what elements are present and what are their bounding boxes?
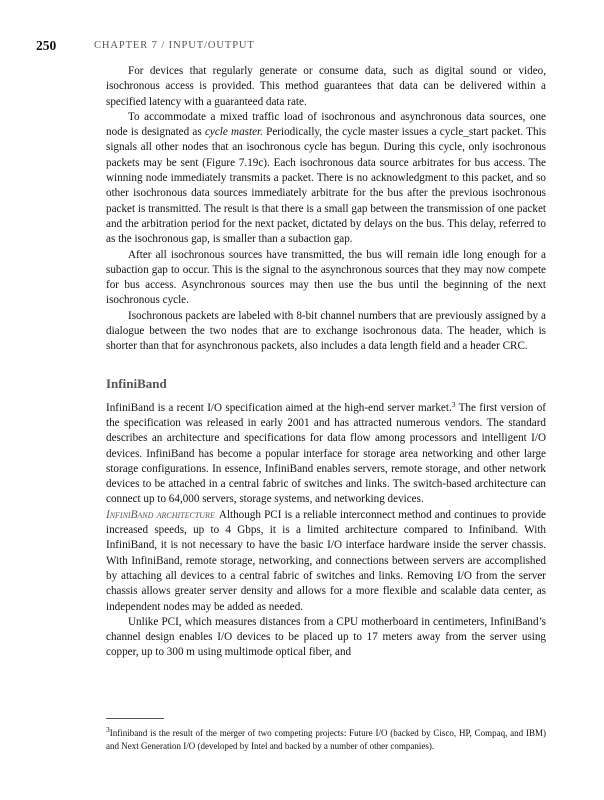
- run-in-heading-architecture: InfiniBand architecture: [106, 508, 215, 521]
- paragraph-isochronous-access: For devices that regularly generate or consume data, such as digital sound or video, isochronous access is provided. This method guarantees that data can be delivered within a specified latency with a guaranteed data rate.: [106, 65, 546, 108]
- section-heading-infiniband: InfiniBand: [106, 375, 167, 391]
- footnote-divider: [106, 718, 164, 719]
- cycle-master-details: Periodically, the cycle master issues a cycle_start packet. This signals all other nodes that an isochronous cycle has begun. During this cycle, only isochronous packets may be sent (Figure 7.19c). Each isochronous data source arbitrates for bus access. The winning node immediately transmits a packet. There is no acknowledgment to this packet, and so other isochronous data sources immediately arbitrate for the bus after the previous isochronous packet is transmitted. The result is that there is a small gap between the transmission of one packet and the arbitration period for the next packet, dictated by delays on the bus. This delay, referred to as the isochronous gap, is smaller than a subaction gap.: [106, 126, 546, 246]
- paragraph-channel-design: Unlike PCI, which measures distances from a CPU motherboard in centimeters, InfiniBand’s channel design enables I/O devices to be placed up to 17 meters away from the server using copper, up to 300 m using multimode optical fiber, and: [106, 615, 546, 659]
- infiniband-intro-text: InfiniBand is a recent I/O specification aimed at the high-end server market.: [106, 401, 452, 414]
- paragraph-infiniband-architecture: [106, 508, 546, 615]
- cycle-master-intro: To accommodate a mixed traffic load of isochronous and asynchronous data sources, one node is designated as: [106, 110, 546, 139]
- footnote-text: Infiniband is the result of the merger of two competing projects: Future I/O (backed by Cisco, HP, Compaq, and IBM) and Next Generation I/O (developed by Intel and backed by a number of other companies).: [106, 728, 546, 751]
- chapter-title: CHAPTER 7 / INPUT/OUTPUT: [94, 40, 255, 51]
- footnote-marker: 3: [106, 725, 110, 734]
- cycle-master-term: cycle master.: [204, 126, 263, 139]
- paragraph-isochronous-idle: After all isochronous sources have transmitted, the bus will remain idle long enough for a subaction gap to occur. This is the signal to the asynchronous sources that they may now compete for bus access. Asynchronous sources may then use the bus until the beginning of the next isochronous cycle.: [106, 248, 546, 307]
- page-body: [106, 64, 546, 661]
- running-header: [36, 38, 556, 56]
- page-number: 250: [36, 38, 57, 53]
- footnote: [106, 727, 546, 753]
- infiniband-intro-rest: The first version of the specification was released in early 2001 and has attracted numerous vendors. The standard describes an architecture and specifications for data flow among processors and intelligent I/O devices. InfiniBand has become a popular interface for storage area networking and other large storage configurations. In essence, InfiniBand enables servers, remote storage, and other network devices to be attached in a central fabric of switches and links. The switch-based architecture can connect up to 64,000 servers, storage systems, and networking devices.: [106, 401, 546, 506]
- architecture-text: Although PCI is a reliable interconnect method and continues to provide increased speeds, up to 4 Gbps, it is a limited architecture compared to Infiniband. With InfiniBand, it is not necessary to have the basic I/O interface hardware inside the server chassis. With InfiniBand, remote storage, networking, and connections between servers are accomplished by attaching all devices to a central fabric of switches and links. Removing I/O from the server chassis allows greater server density and allows for a more flexible and scalable data center, as independent nodes may be added as needed.: [106, 508, 546, 613]
- footnote-reference: 3: [451, 399, 456, 409]
- paragraph-cycle-master: [106, 110, 546, 248]
- paragraph-infiniband-intro: [106, 401, 546, 508]
- paragraph-isochronous-packets: Isochronous packets are labeled with 8-bit channel numbers that are previously assigned by a dialogue between the two nodes that are to exchange isochronous data. The header, which is shorter than that for asynchronous packets, also includes a data length field and a header CRC.: [106, 309, 546, 353]
